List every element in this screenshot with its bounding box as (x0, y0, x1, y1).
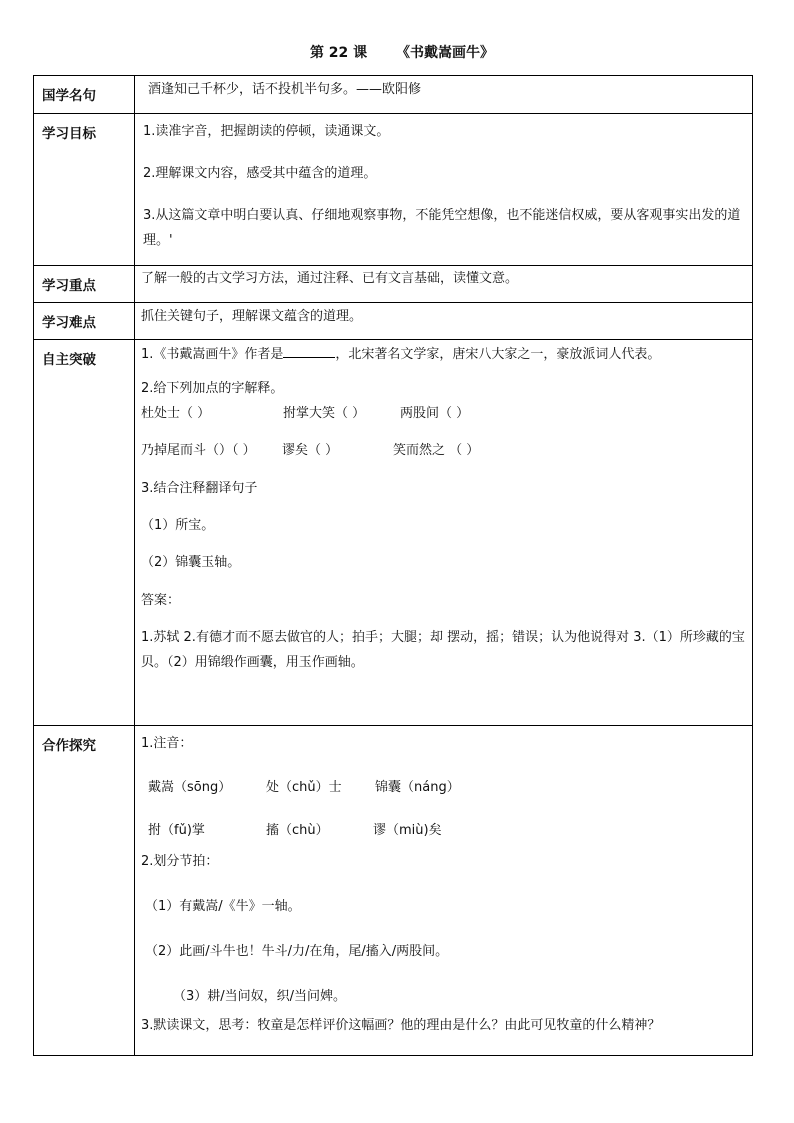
rhythm-3: （3）耕/当问奴，织/当问婢。 (173, 989, 347, 1004)
label-quote: 国学名句 (34, 76, 135, 114)
self-study-q2: 2.给下列加点的字解释。 (141, 381, 284, 396)
answer-text: 1.苏轼 2.有德才而不愿去做官的人；拍手；大腿；却 摆动，摇；错误；认为他说得对 3.（1）所珍藏的宝贝。（2）用锦缎作画囊，用玉作画轴。 (141, 630, 745, 670)
cooperate-q1: 1.注音： (141, 736, 193, 751)
answer-blank (283, 346, 335, 358)
q3-item-2: （2）锦囊玉轴。 (141, 555, 241, 570)
self-study-q3: 3.结合注释翻译句子 (141, 481, 258, 496)
row-quote (34, 76, 753, 114)
row-difficulty (34, 303, 753, 340)
lesson-name: 《书戴嵩画牛》 (396, 45, 495, 61)
rhythm-2: （2）此画/斗牛也！牛斗/力/在角，尾/搐入/两股间。 (145, 944, 449, 959)
content-focus (135, 266, 753, 303)
q1-prefix: 1.《书戴嵩画牛》作者是 (141, 347, 284, 362)
content-quote (135, 76, 753, 114)
pinyin-3: 锦囊（náng） (375, 780, 460, 795)
label-focus: 学习重点 (34, 266, 135, 303)
pinyin-4: 拊（fǔ)掌 (148, 823, 205, 838)
content-difficulty (135, 303, 753, 340)
goal-item-3: 3.从这篇文章中明白要认真、仔细地观察事物，不能凭空想像，也不能迷信权威，要从客观事实出发的道理。' (143, 208, 741, 248)
row-focus (34, 266, 753, 303)
lesson-number: 第 22 课 (309, 45, 368, 61)
q2-item-3: 两股间（ ） (400, 406, 470, 421)
q2-item-4: 乃掉尾而斗（）（ ） (141, 443, 256, 458)
label-cooperate: 合作探究 (34, 726, 135, 1056)
self-study-q1 (141, 346, 660, 363)
content-cooperate (135, 726, 753, 1056)
pinyin-6: 谬（miù)矣 (373, 823, 442, 838)
cooperate-q2: 2.划分节拍： (141, 854, 219, 869)
q2-item-5: 谬矣（ ） (282, 443, 339, 458)
label-goals: 学习目标 (34, 114, 135, 266)
quote-text: 酒逢知己千杯少，话不投机半句多。——欧阳修 (148, 82, 422, 97)
rhythm-1: （1）有戴嵩/《牛》一轴。 (145, 899, 301, 914)
cooperate-q3: 3.默读课文，思考：牧童是怎样评价这幅画？他的理由是什么？由此可见牧童的什么精神？ (141, 1018, 661, 1033)
row-self-study (34, 340, 753, 726)
label-difficulty: 学习难点 (34, 303, 135, 340)
row-goals (34, 114, 753, 266)
q2-item-1: 杜处士（ ） (141, 406, 211, 421)
row-cooperate (34, 726, 753, 1056)
focus-text: 了解一般的古文学习方法，通过注释、已有文言基础，读懂文意。 (141, 271, 519, 286)
answer-label: 答案： (141, 593, 181, 608)
pinyin-2: 处（chǔ）士 (266, 780, 342, 795)
pinyin-5: 搐（chù） (266, 823, 329, 838)
difficulty-text: 抓住关键句子，理解课文蕴含的道理。 (141, 309, 363, 324)
content-goals (135, 114, 753, 266)
q3-item-1: （1）所宝。 (141, 518, 215, 533)
pinyin-1: 戴嵩（sōng） (148, 780, 232, 795)
q1-suffix: ，北宋著名文学家，唐宋八大家之一，豪放派词人代表。 (335, 347, 661, 362)
label-self-study: 自主突破 (34, 340, 135, 726)
q2-item-6: 笑而然之 （ ） (393, 443, 480, 458)
q2-item-2: 拊掌大笑（ ） (283, 406, 366, 421)
goal-item-2: 2.理解课文内容，感受其中蕴含的道理。 (143, 166, 377, 181)
lesson-table (33, 75, 753, 1056)
content-self-study (135, 340, 753, 726)
page-title (0, 42, 794, 62)
goal-item-1: 1.读准字音，把握朗读的停顿，读通课文。 (143, 124, 390, 139)
